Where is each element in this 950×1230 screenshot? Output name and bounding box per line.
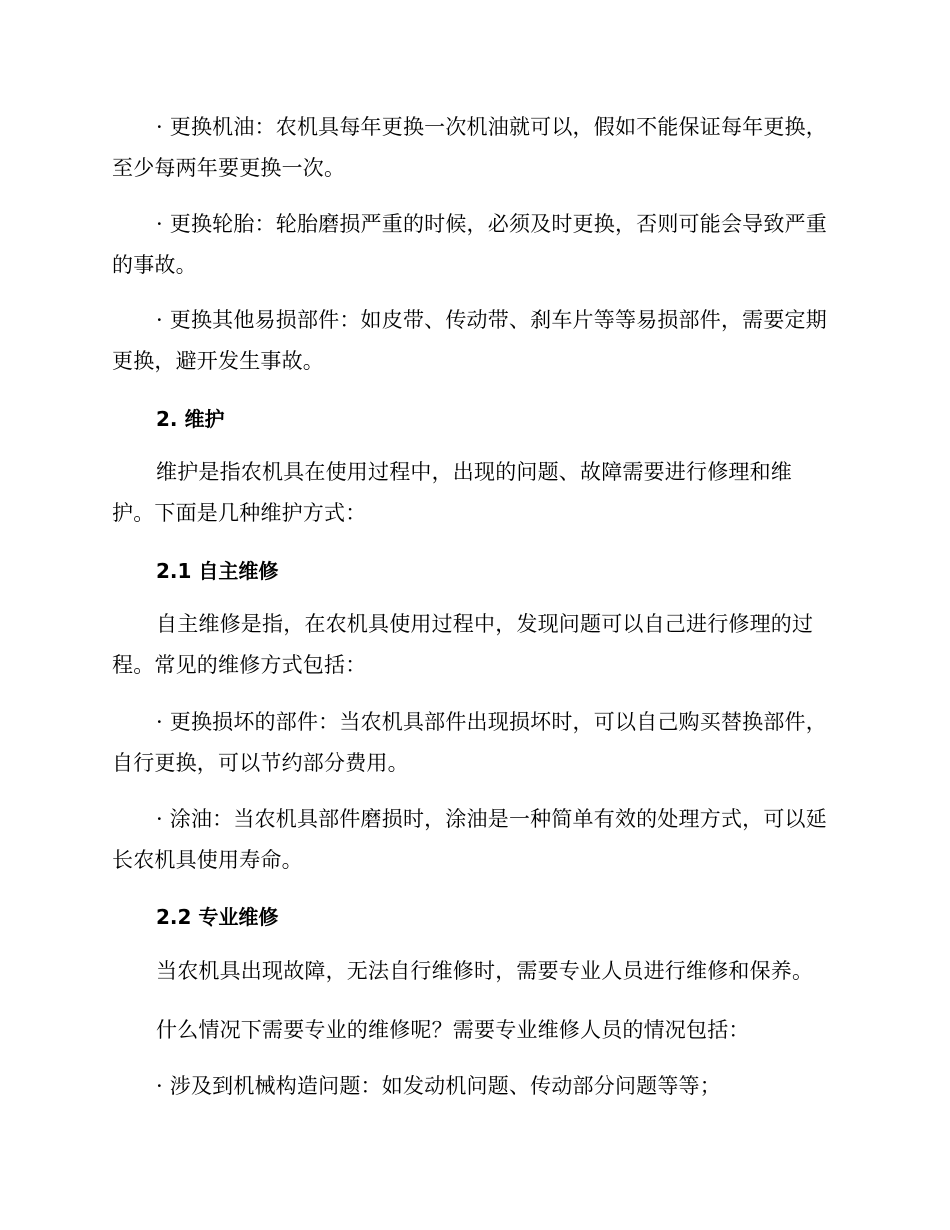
- paragraph-replace-damaged: · 更换损坏的部件：当农机具部件出现损坏时，可以自己购买替换部件，自行更换，可以节约部分费用。: [112, 710, 827, 775]
- paragraph-tire-change: · 更换轮胎：轮胎磨损严重的时候，必须及时更换，否则可能会导致严重的事故。: [112, 212, 827, 277]
- paragraph-oil-change: · 更换机油：农机具每年更换一次机油就可以，假如不能保证每年更换，至少每两年要更换一次。: [112, 115, 827, 180]
- paragraph-other-parts: · 更换其他易损部件：如皮带、传动带、刹车片等等易损部件，需要定期更换，避开发生事故。: [112, 308, 827, 373]
- paragraph-mechanical-issues: · 涉及到机械构造问题：如发动机问题、传动部分问题等等；: [156, 1074, 721, 1098]
- paragraph-oiling: · 涂油：当农机具部件磨损时，涂油是一种简单有效的处理方式，可以延长农机具使用寿命。: [112, 807, 827, 872]
- paragraph-professional-intro: 当农机具出现故障，无法自行维修时，需要专业人员进行维修和保养。: [156, 959, 814, 983]
- heading-maintenance: 2. 维护: [156, 407, 225, 431]
- paragraph-professional-cases: 什么情况下需要专业的维修呢？需要专业维修人员的情况包括：: [156, 1018, 750, 1042]
- paragraph-self-repair-intro: 自主维修是指，在农机具使用过程中，发现问题可以自己进行修理的过程。常见的维修方式包括：: [112, 612, 814, 677]
- paragraph-maintenance-intro: 维护是指农机具在使用过程中，出现的问题、故障需要进行修理和维护。下面是几种维护方式：: [112, 460, 792, 525]
- heading-professional-repair: 2.2 专业维修: [156, 905, 279, 929]
- heading-self-repair: 2.1 自主维修: [156, 559, 279, 583]
